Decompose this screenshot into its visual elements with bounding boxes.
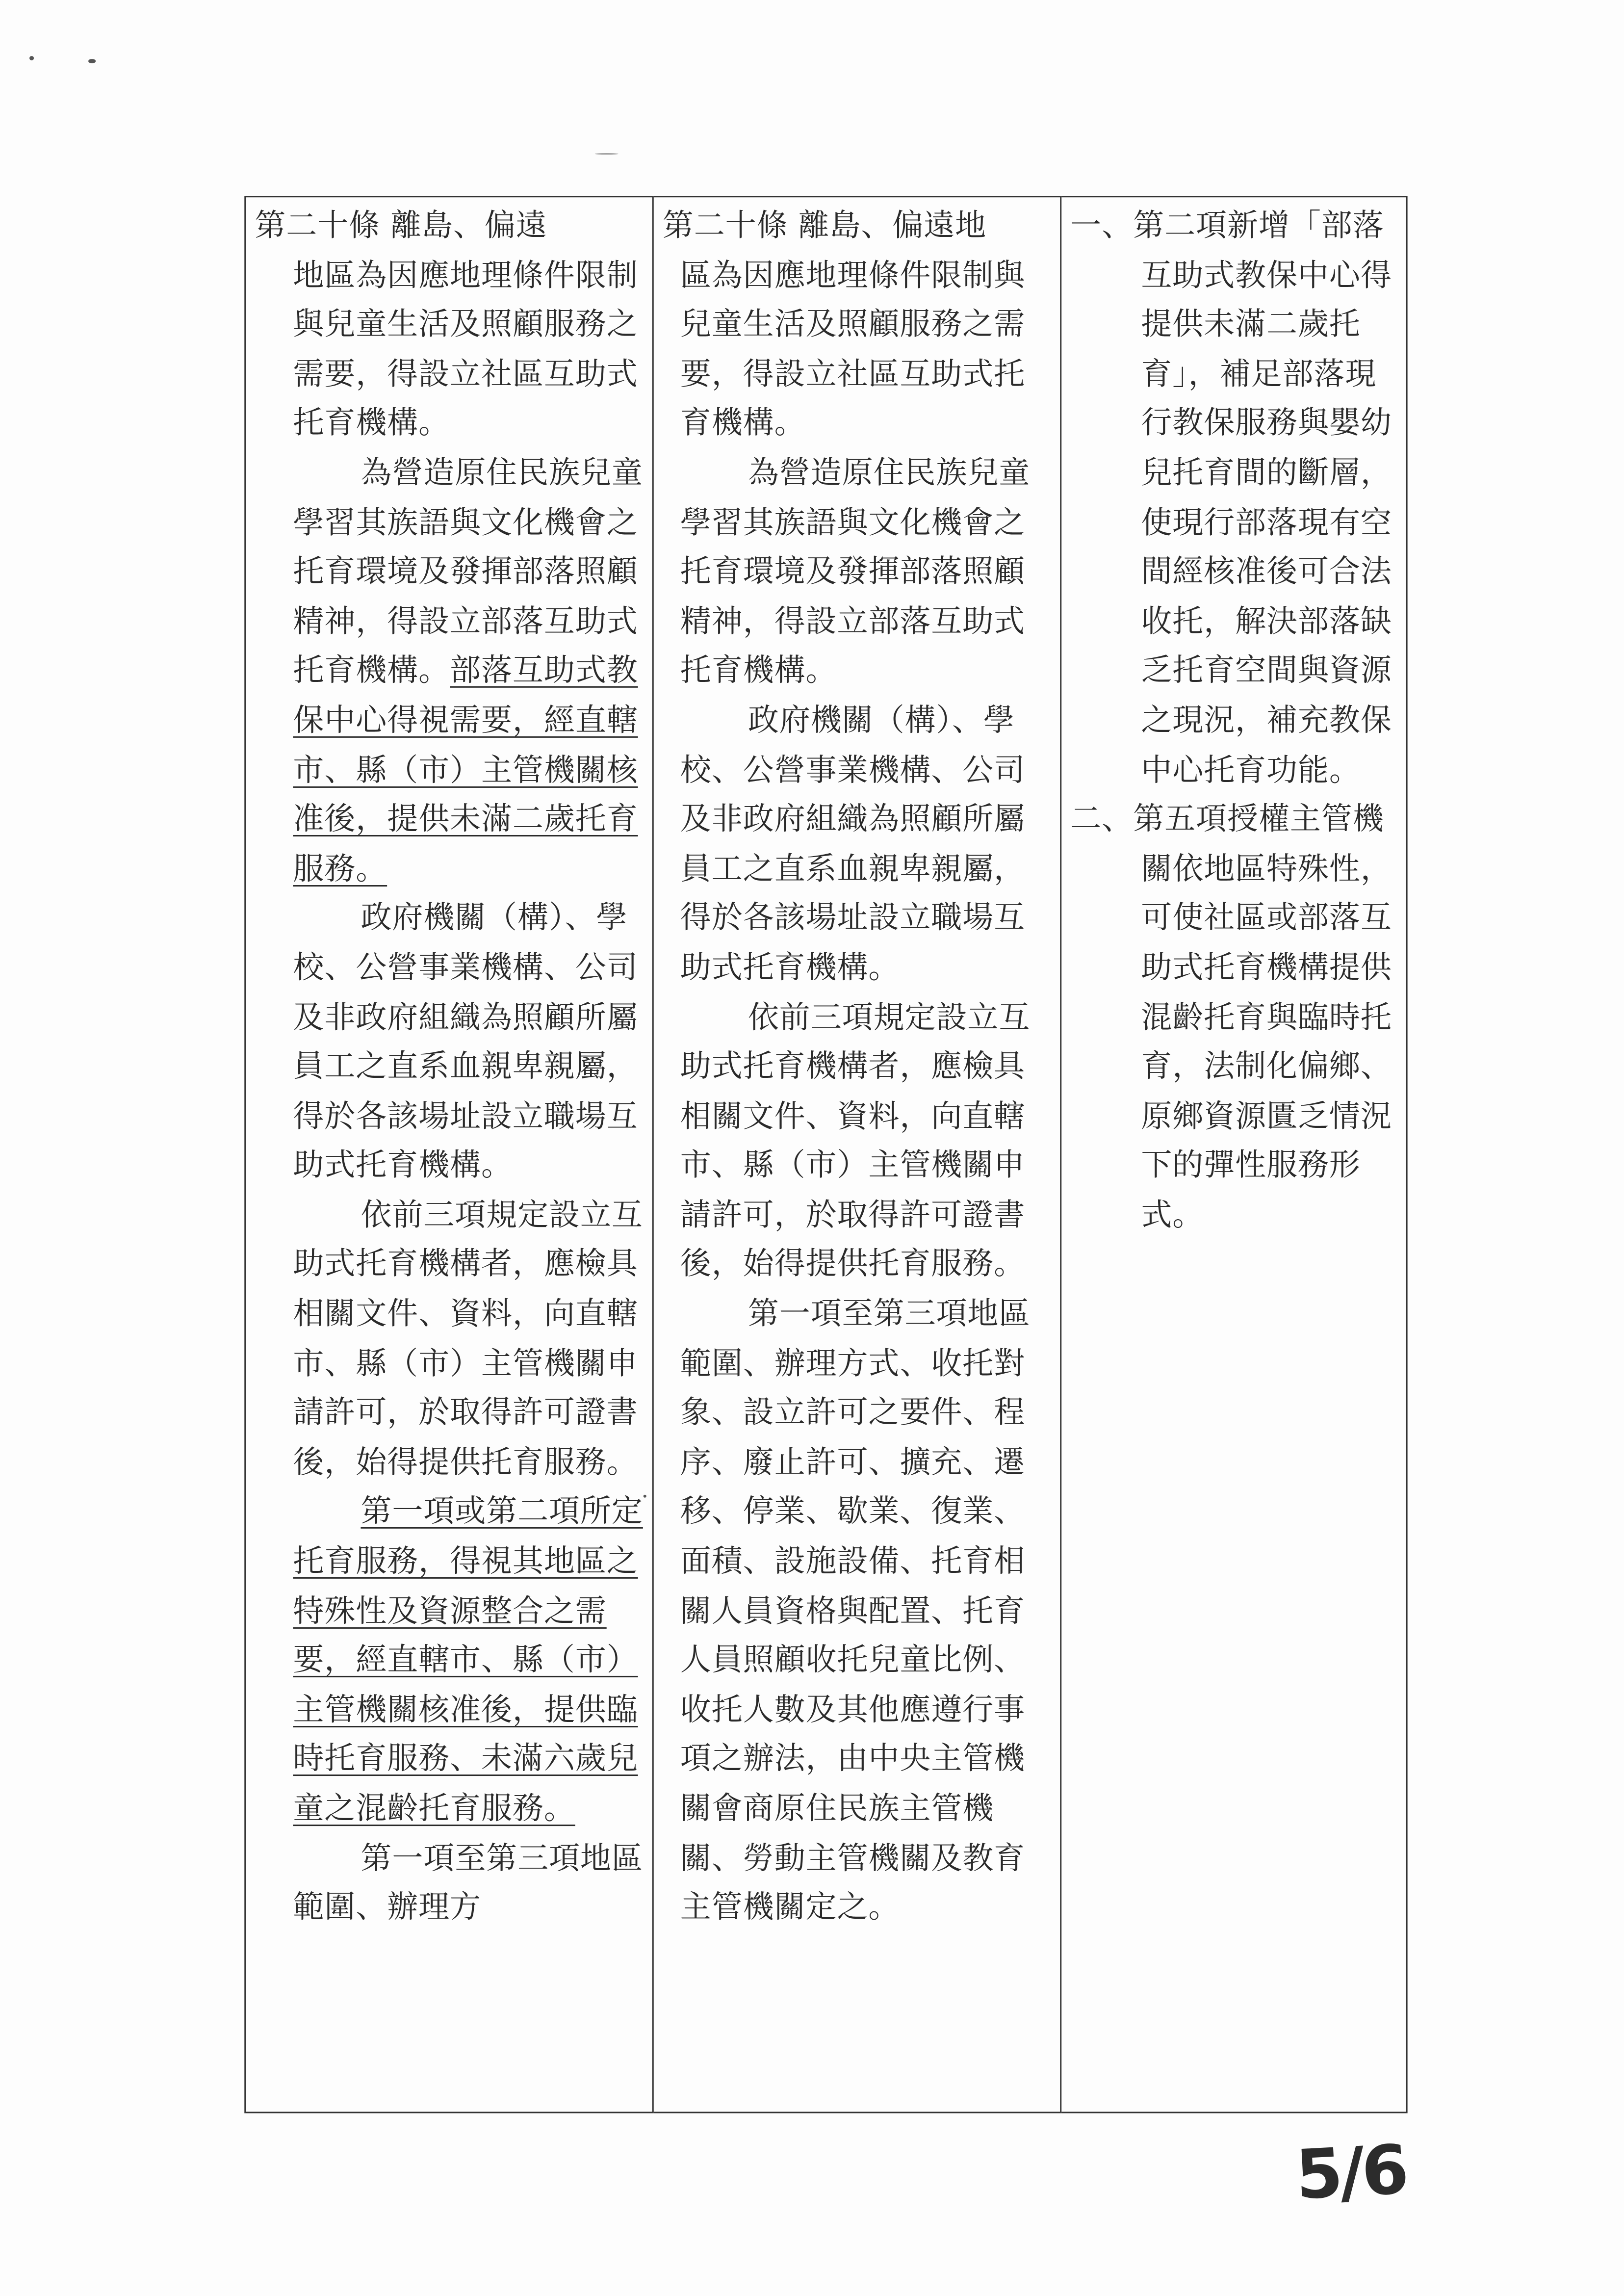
paragraph-4-text: 依前三項規定設立互助式托育機構者，應檢具相關文件、資料，向直轄市、縣（市）主管機關申請許可，於取得許可證書後，始得提供托育服務。 xyxy=(680,999,1031,1282)
paragraph-6 xyxy=(255,1834,643,1933)
paragraph-3-text: 政府機關（構）、學校、公營事業機構、公司及非政府組織為照顧所屬員工之直系血親卑親屬，得於各該場址設立職場互助式托育機構。 xyxy=(680,702,1026,985)
column-current-text xyxy=(653,197,1060,2113)
paragraph-2 xyxy=(663,449,1051,696)
paragraph-2-text: 為營造原住民族兒童學習其族語與文化機會之托育環境及發揮部落照顧精神，得設立部落互助式托育機構。 xyxy=(680,455,1031,688)
explanation-item-2 xyxy=(1070,795,1397,1241)
paragraph-1: 區為因應地理條件限制與兒童生活及照顧服務之需要，得設立社區互助式托育機構。 xyxy=(680,257,1026,441)
item-marker: 二、 xyxy=(1070,801,1134,837)
paragraph-4 xyxy=(663,993,1051,1290)
paragraph-2-text: 為營造原住民族兒童學習其族語與文化機會之托育環境及發揮部落照顧精神，得設立部落互助式托育機構。 xyxy=(293,455,643,688)
scan-speck xyxy=(29,56,34,60)
amendment-comparison-table xyxy=(244,196,1407,2113)
column-amended-text xyxy=(245,197,653,2113)
paragraph-6-text: 第一項至第三項地區範圍、辦理方 xyxy=(293,1840,643,1925)
paragraph-4-text: 依前三項規定設立互助式托育機構者，應檢具相關文件、資料，向直轄市、縣（市）主管機關申請許可，於取得許可證書後，始得提供托育服務。 xyxy=(293,1197,643,1480)
item-marker: 一、 xyxy=(1070,208,1134,243)
article-heading: 第二十條 離島、偏遠地 xyxy=(662,208,987,243)
paragraph-5 xyxy=(255,1488,643,1834)
paragraph-2 xyxy=(255,449,643,894)
scan-speck xyxy=(88,59,96,63)
paragraph-3-text: 政府機關（構）、學校、公營事業機構、公司及非政府組織為照顧所屬員工之直系血親卑親屬，得於各該場址設立職場互助式托育機構。 xyxy=(293,900,638,1183)
paragraph-5-text: 第一項至第三項地區範圍、辦理方式、收托對象、設立許可之要件、程序、廢止許可、擴充、遷移、停業、歇業、復業、面積、設施設備、托育相關人員資格與配置、托育人員照顧收托兒童比例、收托人數及其他應遵行事項之辦法，由中央主管機關會商原住民族主管機關、勞動主管機關及教育主管機關定之。 xyxy=(680,1296,1031,1925)
item-text: 第五項授權主管機關依地區特殊性，可使社區或部落互助式托育機構提供混齡托育與臨時托育，法制化偏鄉、原鄉資源匱乏情況下的彈性服務形式。 xyxy=(1133,801,1392,1233)
paragraph-2-amendment: 部落互助式教保中心得視需要，經直轄市、縣（市）主管機關核准後，提供未滿二歲托育服務。 xyxy=(293,652,638,887)
explanation-item-1 xyxy=(1070,202,1397,795)
scan-speck xyxy=(595,153,619,155)
paragraph-5 xyxy=(663,1290,1051,1933)
paragraph-3 xyxy=(255,894,643,1191)
paragraph-4 xyxy=(255,1191,643,1488)
paragraph-5-amendment: 第一項或第二項所定托育服務，得視其地區之特殊性及資源整合之需要，經直轄市、縣（市）主管機關核准後，提供臨時托育服務、未滿六歲兒童之混齡托育服務。 xyxy=(293,1494,643,1826)
article-heading: 第二十條 離島、偏遠 xyxy=(255,208,547,243)
item-text: 第二項新增「部落互助式教保中心得提供未滿二歲托育」，補足部落現行教保服務與嬰幼兒托育間的斷層，使現行部落現有空間經核准後可合法收托，解決部落缺乏托育空間與資源之現況，補充教保中心托育功能。 xyxy=(1133,208,1392,787)
paragraph-3 xyxy=(663,697,1051,993)
paragraph-1: 地區為因應地理條件限制與兒童生活及照顧服務之需要，得設立社區互助式托育機構。 xyxy=(293,257,638,441)
column-explanation xyxy=(1061,197,1407,2113)
handwritten-page-number: 5/6 xyxy=(1293,2129,1408,2215)
